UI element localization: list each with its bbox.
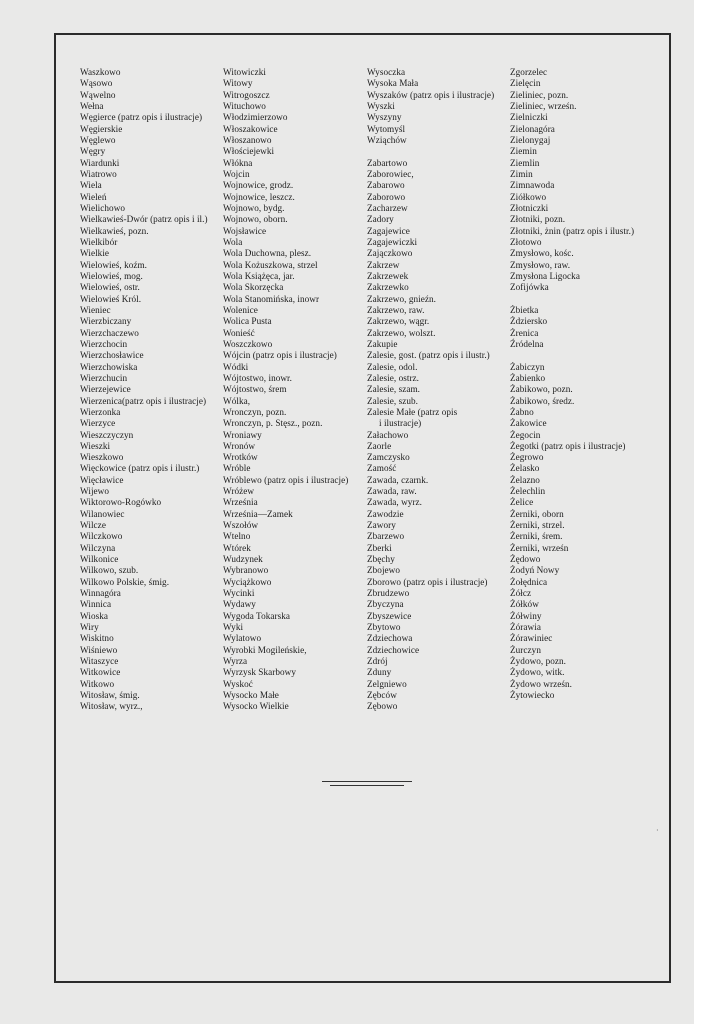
index-entry: Żerniki, wrześn xyxy=(510,542,569,553)
index-entry: Zamość xyxy=(367,463,397,474)
index-entry: Wiela xyxy=(80,180,102,191)
index-column-4 xyxy=(510,67,670,701)
index-entry: Wola Skorzęcka xyxy=(223,282,284,293)
index-entry: Żabiczyn xyxy=(510,361,545,372)
index-entry: Zimin xyxy=(510,168,533,179)
index-entry: Włoszanowo xyxy=(223,134,272,145)
index-entry: Złotowo xyxy=(510,236,542,247)
index-entry: Zadory xyxy=(367,214,394,225)
index-entry: Włościejewki xyxy=(223,146,275,157)
index-entry: Wyszaków (patrz opis i ilustracje) xyxy=(367,89,495,100)
index-entry: Wojnowo, bydg. xyxy=(223,202,285,213)
index-entry: Wilkowo Polskie, śmig. xyxy=(80,576,170,587)
index-entry: Wtelno xyxy=(223,531,251,542)
index-column-3 xyxy=(367,67,507,713)
index-entry: Wolenice xyxy=(223,304,258,315)
index-entry: Żabienko xyxy=(510,372,546,383)
index-entry: Wojcin xyxy=(223,168,250,179)
index-entry: Złotniki, żnin (patrz opis i ilustr.) xyxy=(510,225,635,236)
index-entry: Zmysłona Ligocka xyxy=(510,270,580,281)
index-entry: Węgierce (patrz opis i ilustracje) xyxy=(80,112,203,123)
index-entry: Zaborowiec, xyxy=(367,168,414,179)
index-entry: Wyszki xyxy=(367,100,395,111)
index-entry: Wróble xyxy=(223,463,251,474)
index-entry: Zabarowo xyxy=(367,180,405,191)
index-entry: Zakupie xyxy=(367,338,398,349)
index-entry: Ziółkowo xyxy=(510,191,547,202)
index-entry: Żbietka xyxy=(510,304,539,315)
index-entry: Wysoka Mała xyxy=(367,78,419,89)
index-entry: Wąwelno xyxy=(80,89,116,100)
index-entry: Wyrobki Mogileńskie, xyxy=(223,644,307,655)
index-entry: Zbarzewo xyxy=(367,531,405,542)
index-entry: Zakrzew xyxy=(367,259,400,270)
index-entry: Żółcz xyxy=(510,588,532,599)
index-entry: Wilanowiec xyxy=(80,508,125,519)
index-entry: Wójcin (patrz opis i ilustracje) xyxy=(223,350,337,361)
index-entry: Zelgniewo xyxy=(367,678,407,689)
index-entry: Zakrzewek xyxy=(367,270,409,281)
index-entry: i ilustracje) xyxy=(379,418,422,429)
index-entry: Witowiczki xyxy=(223,67,266,77)
index-entry: Żydowo wrześn. xyxy=(510,678,572,689)
index-entry: Zaorle xyxy=(367,440,392,451)
index-entry: Zalesie, szam. xyxy=(367,384,420,395)
index-entry: Zalesie, ostrz. xyxy=(367,372,420,383)
index-entry: Wierzchaczewo xyxy=(80,327,139,338)
index-entry: Zbęchy xyxy=(367,554,395,565)
index-entry: Żydowo, pozn. xyxy=(510,656,567,667)
index-entry: Wiktorowo-Rogówko xyxy=(80,497,162,508)
index-entry: Wierzejewice xyxy=(80,384,131,395)
index-entry: Włoszakowice xyxy=(223,123,278,134)
index-entry: Wiardunki xyxy=(80,157,120,168)
index-entry: Węgry xyxy=(80,146,106,157)
index-entry: Wielowieś Król. xyxy=(80,293,142,304)
index-entry: Zofijówka xyxy=(510,282,549,293)
index-entry: Zawada, raw. xyxy=(367,486,417,497)
index-entry: Włodzimierzowo xyxy=(223,112,288,123)
index-entry: Zbytowo xyxy=(367,622,401,633)
index-entry: Witkowice xyxy=(80,667,121,678)
index-entry: Wieleń xyxy=(80,191,107,202)
index-entry: Winnagóra xyxy=(80,588,121,599)
index-entry: Woszczkowo xyxy=(223,338,273,349)
index-entry: Wielowieś, mog. xyxy=(80,270,143,281)
index-entry: Zbyszewice xyxy=(367,610,412,621)
index-entry: Zbyczyna xyxy=(367,599,404,610)
index-entry: Wyrzysk Skarbowy xyxy=(223,667,296,678)
index-entry: Wólka, xyxy=(223,395,251,406)
index-entry: Zieliniec, wrześn. xyxy=(510,100,577,111)
index-entry: Winnica xyxy=(80,599,112,610)
index-entry: Zakrzewo, wolszt. xyxy=(367,327,436,338)
index-entry: Zamczysko xyxy=(367,452,410,463)
index-entry: Waszkowo xyxy=(80,67,121,77)
index-entry: Wieszkowo xyxy=(80,452,124,463)
index-entry: Żędowo xyxy=(510,554,541,565)
index-entry: Wielkie xyxy=(80,248,110,259)
index-entry: Wroniawy xyxy=(223,429,262,440)
index-entry: Więcławice xyxy=(80,474,124,485)
index-entry: Wierzenica(patrz opis i ilustracje) xyxy=(80,395,207,406)
index-entry: Wyskoć xyxy=(223,678,253,689)
index-entry: Wudzynek xyxy=(223,554,263,565)
index-entry: Wtórek xyxy=(223,542,251,553)
index-entry: Zimnawoda xyxy=(510,180,555,191)
index-entry: Złotniczki xyxy=(510,202,549,213)
index-entry: Wola Książęca, jar. xyxy=(223,270,295,281)
index-entry: Węglewo xyxy=(80,134,116,145)
index-entry: Zębców xyxy=(367,690,397,701)
index-entry: Zmysłowo, raw. xyxy=(510,259,571,270)
index-entry: Witosław, wyrz., xyxy=(80,701,143,712)
index-entry: Zagajewice xyxy=(367,225,410,236)
index-entry: Zielniczki xyxy=(510,112,548,123)
index-entry: Wysoczka xyxy=(367,67,406,77)
index-entry: Wiatrowo xyxy=(80,168,117,179)
index-entry: Zabartowo xyxy=(367,157,408,168)
index-entry: Zielonygaj xyxy=(510,134,551,145)
index-entry: Zawada, czarnk. xyxy=(367,474,429,485)
index-entry: Wrotków xyxy=(223,452,258,463)
index-entry: Witkowo xyxy=(80,678,115,689)
index-entry: Zakrzewo, gnieźn. xyxy=(367,293,436,304)
index-entry: Włókna xyxy=(223,157,253,168)
index-entry: Witrogoszcz xyxy=(223,89,270,100)
index-entry: Wyrza xyxy=(223,656,248,667)
index-entry: Wierzchowiska xyxy=(80,361,138,372)
index-entry: Żurczyn xyxy=(510,644,541,655)
index-entry: Wysocko Małe xyxy=(223,690,279,701)
index-entry: Wierzchocin xyxy=(80,338,128,349)
index-entry: Wróżew xyxy=(223,486,255,497)
index-entry: Wieniec xyxy=(80,304,111,315)
index-entry: Zalesie, gost. (patrz opis i ilustr.) xyxy=(367,350,490,361)
index-entry: Żytowiecko xyxy=(510,690,555,701)
index-entry: Wierzchucin xyxy=(80,372,128,383)
index-entry: Wysocko Wielkie xyxy=(223,701,289,712)
index-entry: Września xyxy=(223,497,258,508)
index-entry: Żydowo, witk. xyxy=(510,667,565,678)
index-entry: Zawada, wyrz. xyxy=(367,497,422,508)
index-entry: Żegrowo xyxy=(510,452,544,463)
index-entry: Wielkawieś-Dwór (patrz opis i il.) xyxy=(80,214,208,225)
index-entry: Wiśniewo xyxy=(80,644,118,655)
index-entry: Żabikowo, średz. xyxy=(510,395,575,406)
index-entry: Załachowo xyxy=(367,429,409,440)
index-entry: Wygoda Tokarska xyxy=(223,610,290,621)
index-entry: Witosław, śmig. xyxy=(80,690,140,701)
index-entry: Żołędnica xyxy=(510,576,548,587)
index-entry: Wojnowo, oborn. xyxy=(223,214,288,225)
index-entry: Żabikowo, pozn. xyxy=(510,384,573,395)
index-entry: Wronczyn, p. Stęsz., pozn. xyxy=(223,418,323,429)
index-entry: Wola Kożuszkowa, strzel xyxy=(223,259,318,270)
index-entry: Zajączkowo xyxy=(367,248,413,259)
index-entry: Zieliniec, pozn. xyxy=(510,89,569,100)
index-entry: Wilcze xyxy=(80,520,106,531)
index-entry: Wronów xyxy=(223,440,256,451)
index-entry: Zgorzelec xyxy=(510,67,548,77)
index-entry: Żółwiny xyxy=(510,610,542,621)
index-entry: Zagajewiczki xyxy=(367,236,418,247)
index-entry: Wielkibór xyxy=(80,236,118,247)
index-entry: Wituchowo xyxy=(223,100,266,111)
index-entry: Wolica Pusta xyxy=(223,316,272,327)
index-entry: Wódki xyxy=(223,361,249,372)
index-entry: Zdrój xyxy=(367,656,388,667)
index-entry: Wielowieś, ostr. xyxy=(80,282,140,293)
index-entry: Zalesie Małe (patrz opis xyxy=(367,406,458,417)
index-entry: Witowy xyxy=(223,78,253,89)
index-entry: Wilczyna xyxy=(80,542,116,553)
index-entry: Wyszyny xyxy=(367,112,402,123)
index-entry: Wilkowo, szub. xyxy=(80,565,139,576)
index-entry: Żdziersko xyxy=(510,316,548,327)
index-entry: Żórawiniec xyxy=(510,633,553,644)
index-entry: Złotniki, pozn. xyxy=(510,214,566,225)
index-entry: Zawodzie xyxy=(367,508,404,519)
index-entry xyxy=(510,350,670,361)
index-entry: Wronczyn, pozn. xyxy=(223,406,287,417)
index-entry: Zbrudzewo xyxy=(367,588,410,599)
index-entry: Zbojewo xyxy=(367,565,401,576)
index-entry: Wyki xyxy=(223,622,244,633)
index-entry: Września—Zamek xyxy=(223,508,293,519)
index-entry: Wijewo xyxy=(80,486,110,497)
index-entry: Wiskitno xyxy=(80,633,114,644)
index-entry: Żórawia xyxy=(510,622,541,633)
index-entry: Żerniki, strzel. xyxy=(510,520,565,531)
index-entry: Wojnowice, leszcz. xyxy=(223,191,295,202)
index-entry: Wierzbiczany xyxy=(80,316,132,327)
index-entry: Wielowieś, koźm. xyxy=(80,259,148,270)
index-entry: Ziemin xyxy=(510,146,537,157)
index-entry: Zalesie, odol. xyxy=(367,361,418,372)
index-entry: Żakowice xyxy=(510,418,547,429)
index-entry: Wierzchosławice xyxy=(80,350,144,361)
index-entry: Wydawy xyxy=(223,599,256,610)
index-entry: Żelazno xyxy=(510,474,540,485)
index-entry: Wieszki xyxy=(80,440,111,451)
index-column-2 xyxy=(223,67,365,713)
index-entry: Żelechlin xyxy=(510,486,546,497)
index-entry: Źródelna xyxy=(510,338,544,349)
index-entry: Wszołów xyxy=(223,520,259,531)
index-entry: Żółków xyxy=(510,599,539,610)
index-entry xyxy=(510,294,670,305)
index-entry: Wytomyśl xyxy=(367,123,406,134)
index-entry: Wróblewo (patrz opis i ilustracje) xyxy=(223,474,349,485)
index-entry: Zielęcin xyxy=(510,78,541,89)
index-entry: Zborowo (patrz opis i ilustracje) xyxy=(367,576,488,587)
index-entry: Wieszczyczyn xyxy=(80,429,134,440)
index-entry: Wilczkowo xyxy=(80,531,123,542)
index-entry: Wojsławice xyxy=(223,225,267,236)
index-entry: Wioska xyxy=(80,610,108,621)
index-entry: Wziąchów xyxy=(367,134,407,145)
index-entry: Zalesie, szub. xyxy=(367,395,418,406)
index-entry: Zakrzewo, wągr. xyxy=(367,316,430,327)
index-entry: Wola xyxy=(223,236,243,247)
index-entry: Żegotki (patrz opis i ilustracje) xyxy=(510,440,626,451)
index-entry: Żerniki, śrem. xyxy=(510,531,563,542)
index-entry: Żelasko xyxy=(510,463,540,474)
index-entry: Zawory xyxy=(367,520,396,531)
index-entry: Zakrzewko xyxy=(367,282,409,293)
index-entry: Wola Duchowna, plesz. xyxy=(223,248,312,259)
index-entry: Więckowice (patrz opis i ilustr.) xyxy=(80,463,200,474)
index-entry: Wójtostwo, inowr. xyxy=(223,372,292,383)
index-entry: Ziemlin xyxy=(510,157,540,168)
index-entry: Witaszyce xyxy=(80,656,119,667)
index-entry: Wyciążkowo xyxy=(223,576,272,587)
index-column-1 xyxy=(80,67,220,713)
index-entry: Zdziechowice xyxy=(367,644,420,655)
index-entry: Wielichowo xyxy=(80,202,126,213)
closing-rule xyxy=(330,785,404,786)
index-entry: Wola Stanomińska, inowr xyxy=(223,293,320,304)
index-entry: Zębowo xyxy=(367,701,398,712)
scan-edge xyxy=(694,0,702,1024)
index-entry: Wonieść xyxy=(223,327,255,338)
index-entry: Wierzyce xyxy=(80,418,116,429)
index-entry: Żodyń Nowy xyxy=(510,565,560,576)
index-entry: Żelice xyxy=(510,497,534,508)
index-entry: Wiry xyxy=(80,622,99,633)
index-entry: Żabno xyxy=(510,406,534,417)
index-entry: Żegocin xyxy=(510,429,541,440)
index-entry: Zacharzew xyxy=(367,202,408,213)
index-entry: Żerniki, oborn xyxy=(510,508,564,519)
index-entry: Wielkawieś, pozn. xyxy=(80,225,149,236)
index-entry: Wybranowo xyxy=(223,565,269,576)
index-entry: Zduny xyxy=(367,667,392,678)
index-entry: Wycinki xyxy=(223,588,255,599)
index-entry: Węgierskie xyxy=(80,123,123,134)
index-entry: Wierzonka xyxy=(80,406,121,417)
index-entry: Żrenica xyxy=(510,327,539,338)
closing-rule xyxy=(322,781,412,782)
index-entry: Wąsowo xyxy=(80,78,113,89)
index-entry: Wilkonice xyxy=(80,554,119,565)
index-entry: Zaborowo xyxy=(367,191,406,202)
scan-speck: · xyxy=(656,826,659,835)
index-entry: Wełna xyxy=(80,100,104,111)
index-entry: Zdziechowa xyxy=(367,633,413,644)
index-entry: Wojnowice, grodz. xyxy=(223,180,294,191)
index-entry: Zakrzewo, raw. xyxy=(367,304,425,315)
index-entry: Zielonagóra xyxy=(510,123,555,134)
index-entry: Zmysłowo, kośc. xyxy=(510,248,574,259)
index-entry xyxy=(367,146,507,157)
index-entry: Wylatowo xyxy=(223,633,262,644)
index-entry: Wójtostwo, śrem xyxy=(223,384,287,395)
index-entry: Zberki xyxy=(367,542,392,553)
